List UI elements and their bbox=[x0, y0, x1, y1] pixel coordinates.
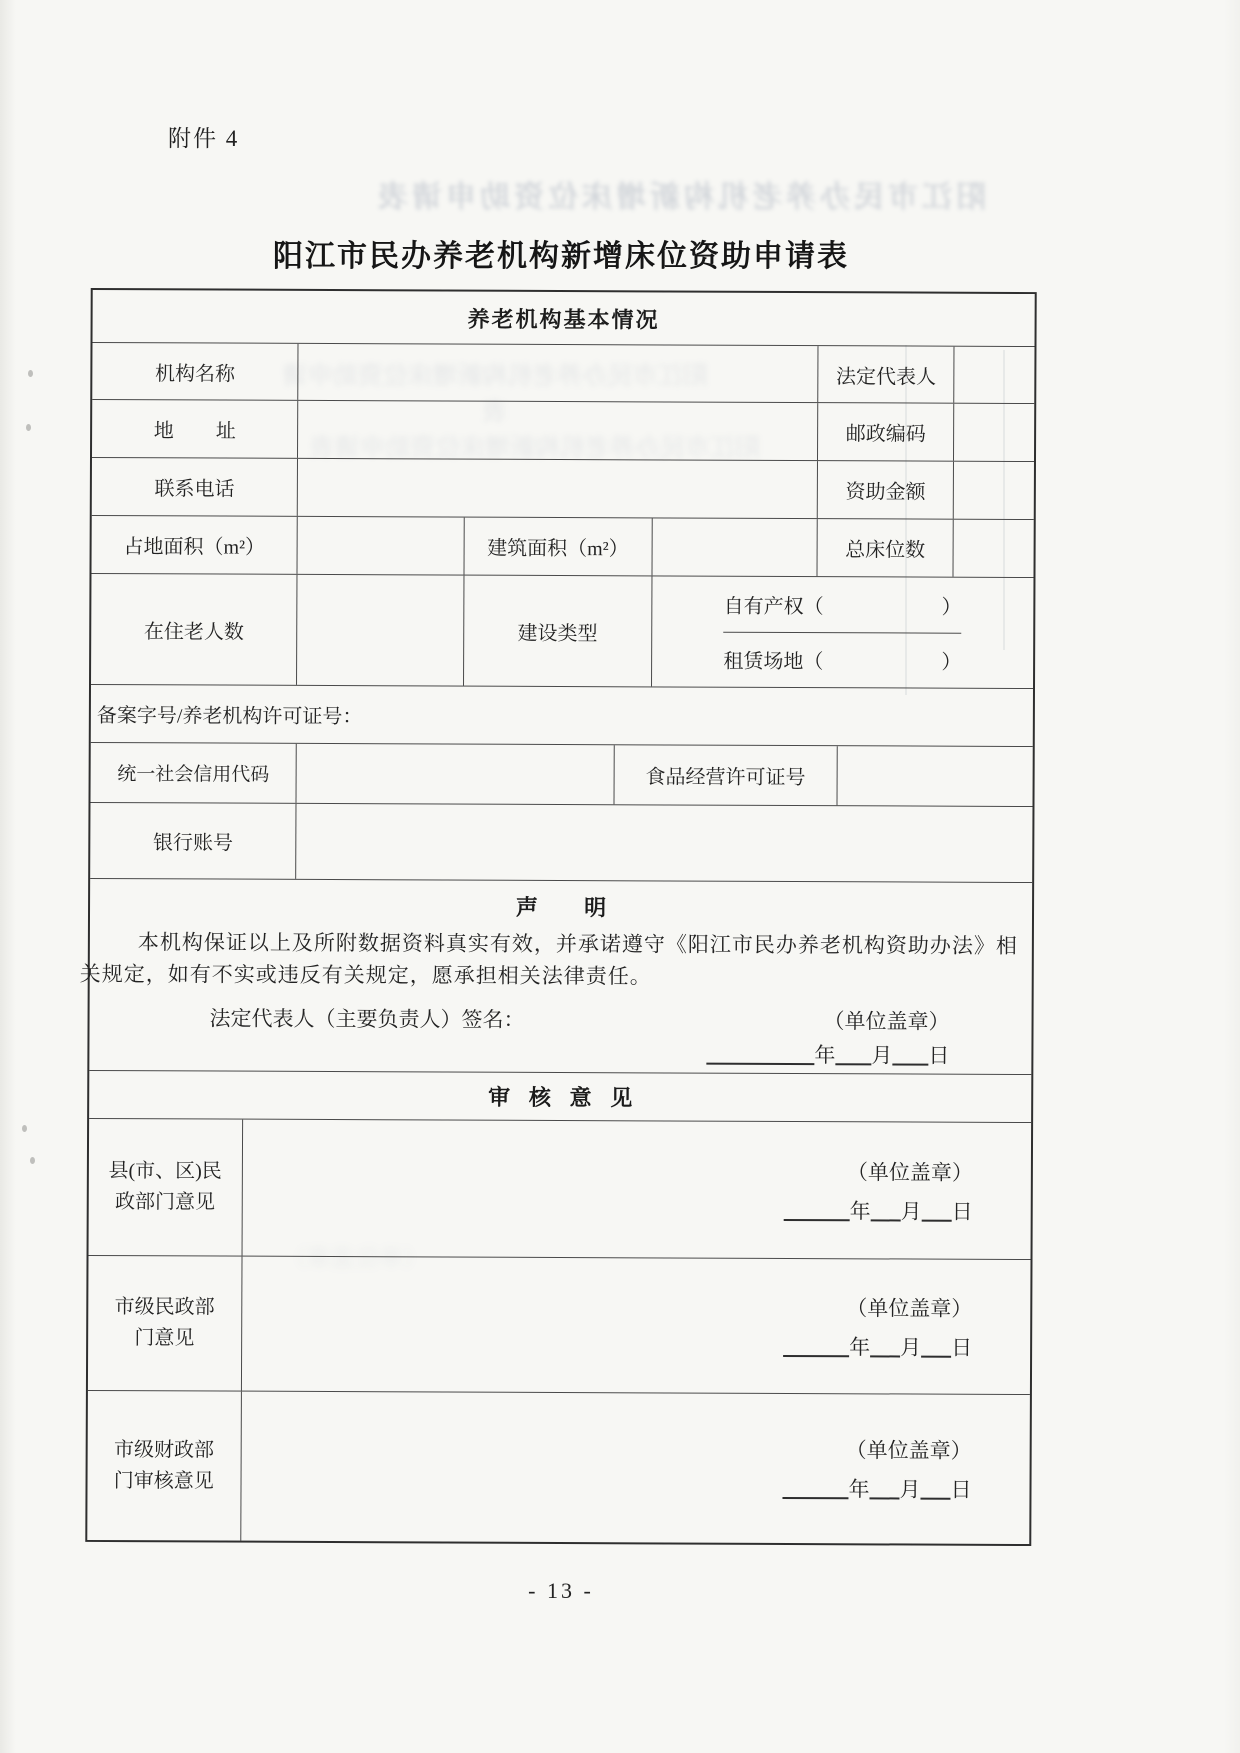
review-row-city-civil bbox=[88, 1255, 1031, 1394]
city-civil-affairs-label-line2: 门意见 bbox=[134, 1327, 195, 1350]
date-blank bbox=[922, 1199, 952, 1221]
leased-site-blank bbox=[823, 660, 941, 661]
month-label: 月 bbox=[900, 1334, 922, 1360]
declaration-row bbox=[79, 878, 1032, 1074]
date-blank bbox=[869, 1477, 899, 1499]
total-beds-label: 总床位数 bbox=[817, 519, 953, 577]
postal-code-value bbox=[953, 404, 1034, 461]
address-value bbox=[297, 401, 817, 460]
year-label: 年 bbox=[814, 1043, 836, 1068]
county-civil-affairs-label-line2: 政部门意见 bbox=[115, 1191, 216, 1214]
date-blank bbox=[784, 1198, 850, 1220]
food-license-label: 食品经营许可证号 bbox=[613, 745, 837, 805]
legal-rep-value bbox=[953, 347, 1034, 403]
date-blank bbox=[892, 1043, 928, 1065]
table-row bbox=[91, 515, 1033, 577]
city-civil-opinion-area bbox=[241, 1257, 1031, 1394]
leased-site-option bbox=[723, 632, 961, 688]
paren-open: （ bbox=[803, 651, 824, 674]
unit-stamp-label: （单位盖章） bbox=[823, 1009, 950, 1034]
org-name-label: 机构名称 bbox=[154, 362, 236, 386]
county-opinion-area bbox=[241, 1120, 1031, 1259]
date-blank bbox=[706, 1043, 814, 1066]
table-row bbox=[92, 342, 1034, 403]
date-blank bbox=[871, 1199, 901, 1221]
signature-label: 法定代表人（主要负责人）签名： bbox=[209, 1006, 525, 1032]
city-civil-affairs-label-line1: 市级民政部 bbox=[114, 1296, 215, 1319]
subsidy-amount-value bbox=[953, 462, 1034, 519]
date-blank bbox=[782, 1477, 848, 1499]
year-label: 年 bbox=[848, 1477, 870, 1502]
attachment-label: 附件 4 bbox=[168, 126, 240, 151]
legal-rep-label: 法定代表人 bbox=[818, 346, 954, 403]
review-date-line bbox=[784, 1194, 973, 1225]
day-label: 日 bbox=[928, 1043, 950, 1068]
table-row bbox=[90, 742, 1032, 806]
review-header-row bbox=[89, 1070, 1031, 1122]
page-number: - 13 - bbox=[528, 1578, 594, 1603]
year-label: 年 bbox=[849, 1334, 871, 1359]
bleedthrough-ghost: 阳江市民办养老机构新增床位资助申请表 bbox=[282, 362, 708, 426]
paren-open: （ bbox=[803, 595, 824, 618]
residents-value bbox=[296, 575, 463, 686]
land-area-value bbox=[297, 517, 464, 575]
owned-property-blank bbox=[824, 604, 942, 605]
year-label: 年 bbox=[849, 1198, 871, 1223]
date-blank bbox=[870, 1335, 900, 1357]
declaration-body: 本机构保证以上及所附数据资料真实有效，并承诺遵守《阳江市民办养老机构资助办法》相关规定，如有不实或违反有关规定，愿承担相关法律责任。 bbox=[79, 930, 1018, 989]
bleedthrough-title-ghost: 阳江市民办养老机构新增床位资助申请表 bbox=[374, 181, 986, 214]
month-label: 月 bbox=[900, 1198, 922, 1224]
day-label: 日 bbox=[950, 1477, 972, 1502]
scan-speck bbox=[26, 424, 31, 431]
declaration-title: 声明 bbox=[515, 894, 653, 921]
paren-close: ） bbox=[941, 651, 962, 674]
bank-account-value bbox=[296, 804, 1033, 882]
bank-account-label: 银行账号 bbox=[152, 832, 234, 855]
land-area-label: 占地面积（m²） bbox=[123, 536, 266, 559]
section-header-row bbox=[93, 290, 1035, 346]
city-finance-label-line2: 门审核意见 bbox=[113, 1469, 214, 1492]
review-header: 审核意见 bbox=[488, 1084, 652, 1111]
paren-close: ） bbox=[941, 596, 962, 619]
bleedthrough-ghost: （单位盖章） bbox=[283, 1245, 427, 1272]
total-beds-value bbox=[952, 520, 1033, 577]
construction-type-options bbox=[651, 576, 1034, 688]
page-title: 阳江市民办养老机构新增床位资助申请表 bbox=[273, 240, 849, 273]
food-license-value bbox=[837, 746, 1033, 806]
postal-code-label: 邮政编码 bbox=[817, 403, 953, 461]
date-blank bbox=[921, 1335, 951, 1357]
owned-property-option bbox=[723, 577, 961, 634]
declaration-date-line bbox=[89, 1036, 1031, 1070]
date-blank bbox=[783, 1334, 849, 1356]
table-row bbox=[90, 802, 1032, 882]
day-label: 日 bbox=[951, 1199, 973, 1224]
scan-speck bbox=[28, 370, 33, 377]
month-label: 月 bbox=[899, 1477, 921, 1502]
table-row bbox=[92, 399, 1034, 461]
credit-code-value bbox=[296, 744, 614, 804]
record-number-label: 备案字号/养老机构许可证号： bbox=[96, 704, 363, 729]
review-row-county bbox=[89, 1118, 1032, 1259]
leased-site-label: 租赁场地 bbox=[723, 650, 804, 674]
subsidy-amount-label: 资助金额 bbox=[817, 461, 953, 519]
scan-speck bbox=[22, 1125, 27, 1132]
credit-code-label: 统一社会信用代码 bbox=[117, 764, 270, 786]
table-row bbox=[92, 457, 1034, 519]
city-finance-label-line1: 市级财政部 bbox=[113, 1438, 215, 1461]
table-row bbox=[91, 573, 1033, 688]
phone-label: 联系电话 bbox=[154, 478, 235, 501]
city-finance-opinion-area bbox=[240, 1392, 1030, 1544]
unit-stamp-label: （单位盖章） bbox=[846, 1295, 973, 1321]
day-label: 日 bbox=[951, 1335, 973, 1360]
county-civil-affairs-label-line1: 县(市、区)民 bbox=[108, 1160, 222, 1183]
review-date-line bbox=[783, 1330, 972, 1361]
unit-stamp-label: （单位盖章） bbox=[846, 1159, 973, 1185]
owned-property-label: 自有产权 bbox=[723, 595, 804, 618]
building-area-value bbox=[651, 518, 817, 576]
review-row-city-finance bbox=[87, 1390, 1030, 1544]
org-name-value bbox=[298, 344, 818, 402]
unit-stamp-label: （单位盖章） bbox=[845, 1438, 972, 1463]
phone-value bbox=[297, 459, 817, 518]
application-form-table bbox=[79, 288, 1036, 1546]
scan-speck bbox=[30, 1157, 35, 1164]
bleedthrough-ghost: 阳江市民办养老机构新增床位资助申请表 bbox=[310, 434, 761, 462]
table-row bbox=[91, 684, 1033, 746]
month-label: 月 bbox=[871, 1043, 893, 1068]
address-label: 地址 bbox=[153, 420, 278, 443]
date-blank bbox=[920, 1478, 950, 1500]
residents-label: 在住老人数 bbox=[143, 620, 244, 644]
date-blank bbox=[835, 1043, 871, 1065]
section-header: 养老机构基本情况 bbox=[467, 306, 660, 332]
construction-type-label: 建设类型 bbox=[463, 576, 651, 687]
review-date-line bbox=[782, 1473, 971, 1504]
building-area-label: 建筑面积（m²） bbox=[464, 518, 652, 576]
